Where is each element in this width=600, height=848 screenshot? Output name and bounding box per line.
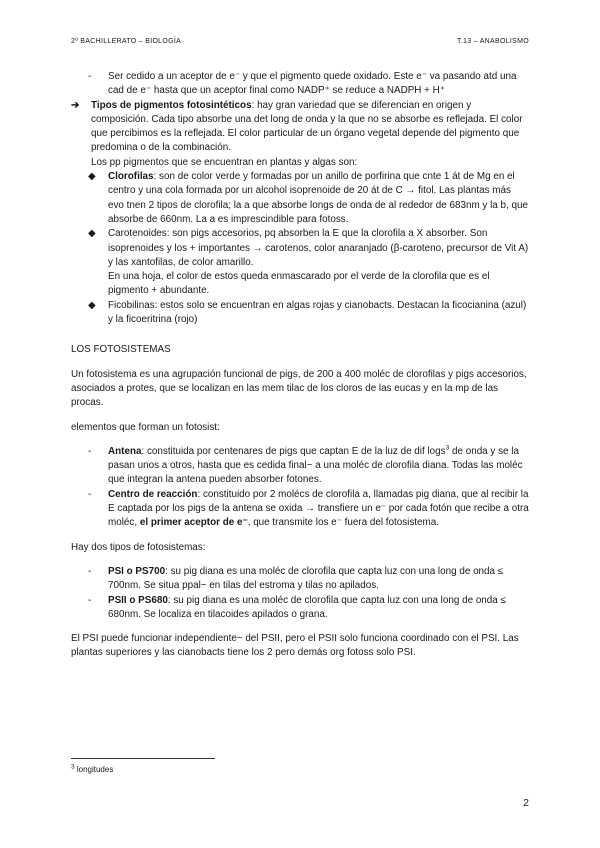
pigment-name: Clorofilas [108, 171, 154, 183]
page-body [71, 70, 529, 661]
diamond-bullet-icon: ◆ [88, 228, 96, 240]
header-topic: T.13 – ANABOLISMO [456, 38, 529, 45]
footnote [71, 765, 113, 774]
element-antena [71, 445, 529, 488]
arrow-bullet-icon: ➔ [71, 99, 80, 111]
element-text: : constituido por 2 molécs de clorofila a, llamadas pig diana, que al recibir la E captada por los pigs de la antena se oxida → transfiere un e⁻ por cada fotón que recibe a otra moléc, [108, 488, 529, 529]
dash-bullet: - [88, 445, 92, 457]
pigment-extra: En una hoja, el color de estos queda enmascarado por el verde de la clorofila que es el pigmento + abundante. [108, 271, 490, 297]
elements-lead: elementos que forman un fotosist: [71, 421, 220, 433]
footnote-text: longitudes [74, 765, 114, 774]
element-text: de onda y se la pasan unos a otros, hasta que es cedida final~ a una moléc de clorofila diana. Todas las moléc que integran la antena pueden absorber fotones. [108, 445, 523, 486]
type-name: PSI o PS700 [108, 565, 166, 577]
type-text: : su pig diana es una moléc de clorofila que capta luz con una long de onda ≤ 700nm. Se situa ppal~ en tilas del estroma y tilas no apilados. [108, 565, 504, 592]
footnote-ref: 3 [445, 444, 450, 452]
intro-item-text: Ser cedido a un aceptor de e⁻ y que el pigmento quede oxidado. Este e⁻ va pasando atd una cad de e⁻ hasta que un aceptor final como NADP⁺ se reduce a NADPH + H⁺ [108, 71, 517, 97]
intro-list-item [71, 70, 529, 99]
pigment-text: : son de color verde y formadas por un anillo de porfirina que cnte 1 át de Mg en el centro y una cola formada por un alcohol isoprenoide de 20 át de C → fitol. Las plantas más evo tnen 2 tipos de clorofila; la a que absorbe longs de onda de al rededor de 683nm y la b, que absorbe de 660nm. La a es imprescindible para fotoss. [108, 171, 528, 225]
pigment-text: : estos solo se encuentran en algas rojas y cianobacts. Destacan la ficocianina (azul) y la ficoeritrina (rojo) [108, 299, 527, 326]
pigments-lead: Los pp pigmentos que se encuentran en plantas y algas son: [91, 156, 358, 168]
footnote-divider [71, 758, 215, 759]
pigment-name: Ficobilinas [108, 299, 155, 311]
footnote-number: 3 [71, 763, 75, 771]
pigment-item-carotenoides [71, 227, 529, 298]
element-name: Antena [108, 445, 142, 457]
element-text: , que transmite los e⁻ fuera del fotosistema. [247, 517, 439, 529]
type-text: : su pig diana es una moléc de clorofila que capta luz con una long de onda ≤ 680nm. Se localiza en tilacoides apilados o grana. [108, 594, 506, 620]
section-title: LOS FOTOSISTEMAS [71, 344, 171, 356]
diamond-bullet-icon: ◆ [88, 171, 96, 183]
element-centro-reaccion [71, 488, 529, 531]
pigment-item-clorofilas [71, 170, 529, 227]
types-lead: Hay dos tipos de fotosistemas: [71, 541, 206, 553]
type-name: PSII o PS680 [108, 594, 168, 606]
closing-paragraph: El PSI puede funcionar independiente~ del PSII, pero el PSII solo funciona coordinado con el PSI. Las plantas superiores y las cianobacts tiene los 2 pero demás org fotoss solo PSI. [71, 633, 519, 659]
element-text: : constituida por centenares de pigs que captan E de la luz de dif logs [141, 445, 446, 457]
dash-bullet: - [88, 71, 92, 82]
pigments-block [71, 99, 529, 156]
fotosistema-definition: Un fotosistema es una agrupación funcional de pigs, de 200 a 400 moléc de clorofilas y pigs accesorios, asociados a protes, que se localizan en las mem tilac de los cloros de las eucas y en la mp de las procas. [71, 368, 527, 409]
dash-bullet: - [88, 565, 92, 577]
element-bold-phrase: el primer aceptor de e⁻ [139, 517, 248, 529]
pigments-heading: Tipos de pigmentos fotosintéticos [91, 99, 252, 111]
header-course: 2º BACHILLERATO – BIOLOGÍA [71, 38, 182, 45]
page-number: 2 [523, 797, 529, 809]
element-name: Centro de reacción [108, 488, 198, 500]
type-psii [71, 594, 529, 623]
dash-bullet: - [88, 594, 92, 606]
dash-bullet: - [88, 488, 92, 500]
pigments-text: : hay gran variedad que se diferencian en origen y composición. Cada tipo absorbe una det long de onda y la que no se absorbe es reflejada. El color que percibimos es la reflejada. El color particular de un órgano vegetal depende del pigmento que predomina o de la combinación. [91, 99, 523, 154]
diamond-bullet-icon: ◆ [88, 299, 96, 311]
pigment-text: : son pigs accesorios, pq absorben la E que la clorofila a X absorber. Son isoprenoides y los + importantes → carotenos, color anaranjado (β-caroteno, precursor de Vit A) y las xantofilas, de color amarillo. [108, 228, 529, 268]
pigment-item-ficobilinas [71, 299, 529, 328]
type-psi [71, 565, 529, 594]
pigment-name: Carotenoides [108, 228, 167, 240]
